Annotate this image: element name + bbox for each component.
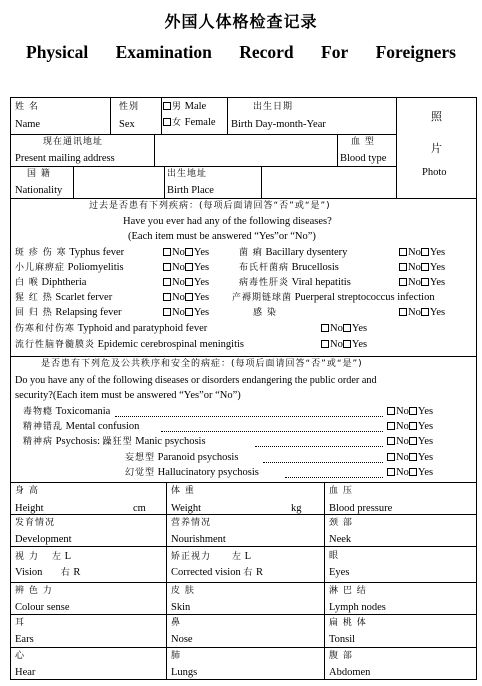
yes-checkbox[interactable] <box>421 308 429 316</box>
yes-no-answer[interactable] <box>163 261 209 274</box>
birth-place-label: Birth Place <box>167 185 214 196</box>
yes-no-answer[interactable] <box>387 405 433 418</box>
skin-label: Skin <box>171 602 191 613</box>
male-label: Male <box>184 101 207 112</box>
disease-instruction: (Each item must be answered “Yes”or “No”) <box>128 231 316 242</box>
ears-label: Ears <box>15 634 34 645</box>
disorder-item-psychosis <box>23 435 206 449</box>
tonsil-label-cn: 扁 桃 体 <box>329 618 367 628</box>
rule <box>11 614 477 615</box>
right-eye-label-cn: 右 <box>60 568 71 578</box>
neck-label: Neek <box>329 534 352 545</box>
disease-item-scarlet <box>15 291 112 305</box>
rule <box>227 98 228 135</box>
neck-label-cn: 颈 部 <box>329 518 353 528</box>
yes-checkbox[interactable] <box>409 407 417 415</box>
no-checkbox[interactable] <box>399 308 407 316</box>
disease-label-cn: 菌 痢 <box>239 248 263 258</box>
disease-label: Typhoid and paratyphoid fever <box>77 323 208 334</box>
no-label: No <box>396 452 409 463</box>
disorder-label: Mental confusion <box>65 421 140 432</box>
yes-checkbox[interactable] <box>421 248 429 256</box>
disease-label: Bacillary dysentery <box>265 247 348 258</box>
title-word: Record <box>239 42 294 62</box>
no-label: No <box>330 339 343 350</box>
disease-item-polio <box>15 261 124 275</box>
nationality-label: Nationality <box>15 185 63 196</box>
no-checkbox[interactable] <box>163 293 171 301</box>
no-checkbox[interactable] <box>387 407 395 415</box>
yes-label: Yes <box>351 323 368 334</box>
female-checkbox[interactable] <box>163 118 171 126</box>
yes-label: Yes <box>417 436 434 447</box>
birth-place-label-cn: 出生地址 <box>167 169 208 179</box>
development-label: Development <box>15 534 72 545</box>
yes-no-answer[interactable] <box>387 451 433 464</box>
nourishment-label-cn: 营养情况 <box>171 518 212 528</box>
yes-label: Yes <box>429 277 446 288</box>
no-checkbox[interactable] <box>399 278 407 286</box>
abdomen-label: Abdomen <box>329 667 371 678</box>
eyes-label: Eyes <box>329 567 350 578</box>
weight-label: Weight <box>171 503 202 514</box>
disease-label: Diphtheria <box>41 277 87 288</box>
yes-checkbox[interactable] <box>409 437 417 445</box>
rule <box>11 166 396 167</box>
yes-no-answer[interactable] <box>399 246 445 259</box>
rule <box>11 356 477 357</box>
disease-label: Poliomyelitis <box>67 262 124 273</box>
yes-no-answer[interactable] <box>163 276 209 289</box>
yes-label: Yes <box>351 339 368 350</box>
birth-date-label: Birth Day-month-Year <box>231 119 326 130</box>
disease-label: Brucellosis <box>291 262 339 273</box>
male-checkbox[interactable] <box>163 102 171 110</box>
no-checkbox[interactable] <box>399 248 407 256</box>
no-label: No <box>396 436 409 447</box>
disease-item-brucellosis <box>239 261 339 275</box>
no-checkbox[interactable] <box>387 453 395 461</box>
yes-no-answer[interactable] <box>321 338 367 351</box>
no-label: No <box>408 262 421 273</box>
vision-label: Vision <box>15 567 43 578</box>
no-label: No <box>408 247 421 258</box>
blood-type-label-cn: 血 型 <box>351 137 375 147</box>
disorder-label-cn: 精神病 <box>23 437 54 447</box>
disorder-item-toxicomania <box>23 405 110 419</box>
yes-checkbox[interactable] <box>409 468 417 476</box>
yes-no-answer[interactable] <box>387 435 433 448</box>
disorder-label: Manic psychosis <box>135 436 206 447</box>
public-order-instruction: security?(Each item must be answered “Yes”or “No”) <box>15 390 241 401</box>
disease-label-cn: 白 喉 <box>15 278 39 288</box>
no-checkbox[interactable] <box>387 468 395 476</box>
corrected-vision-label-cn: 矫正视力 <box>171 552 212 562</box>
rule <box>164 166 165 199</box>
rule <box>11 647 477 648</box>
disease-item-infection <box>253 306 277 320</box>
disease-item-diphtheria <box>15 276 86 290</box>
no-label: No <box>396 421 409 432</box>
yes-checkbox[interactable] <box>421 278 429 286</box>
disease-label: Scarlet ferver <box>55 292 113 303</box>
no-checkbox[interactable] <box>399 263 407 271</box>
disease-label-cn: 小儿麻痹症 <box>15 263 66 273</box>
yes-checkbox[interactable] <box>421 263 429 271</box>
dotted-leader <box>285 477 383 478</box>
development-label-cn: 发育情况 <box>15 518 56 528</box>
no-label: No <box>172 247 185 258</box>
disorder-label-cn: 妄想型 <box>125 453 156 463</box>
rule <box>73 166 74 199</box>
lungs-label: Lungs <box>171 667 198 678</box>
birth-date-label-cn: 出生日期 <box>253 102 294 112</box>
right-eye-label: R <box>255 567 263 578</box>
title-word: Physical <box>26 42 89 62</box>
no-label: No <box>172 262 185 273</box>
disease-label-cn: 病毒性肝炎 <box>239 278 290 288</box>
no-checkbox[interactable] <box>321 340 329 348</box>
disorder-label-cn: 毒物瘾 <box>23 407 54 417</box>
disease-label-cn: 回 归 热 <box>15 308 53 318</box>
yes-label: Yes <box>193 262 210 273</box>
yes-label: Yes <box>193 247 210 258</box>
disorder-label-cn: 精神错乱 <box>23 422 64 432</box>
rule <box>11 198 477 199</box>
disease-item-hepatitis <box>239 276 351 290</box>
height-unit: cm <box>133 503 146 514</box>
disease-item-dysentery <box>239 246 347 260</box>
yes-label: Yes <box>429 262 446 273</box>
no-checkbox[interactable] <box>163 263 171 271</box>
yes-label: Yes <box>429 247 446 258</box>
eyes-label-cn: 眼 <box>329 551 340 561</box>
left-eye-label: L <box>64 551 72 562</box>
yes-no-answer[interactable] <box>387 466 433 479</box>
disease-label: Viral hepatitis <box>291 277 351 288</box>
no-label: No <box>172 307 185 318</box>
no-label: No <box>408 277 421 288</box>
rule <box>11 134 396 135</box>
disorder-label-cn: 躁狂型 <box>102 437 133 447</box>
public-order-intro-cn: 是否患有下列危及公共秩序和安全的病症：(每项后面请回答“否”或“是”) <box>41 359 363 369</box>
yes-no-answer[interactable] <box>321 322 367 335</box>
disease-label-cn: 感 染 <box>253 308 277 318</box>
rule <box>110 98 111 135</box>
corrected-label-row <box>171 566 263 580</box>
lungs-label-cn: 肺 <box>171 651 182 661</box>
yes-no-answer[interactable] <box>163 306 209 319</box>
abdomen-label-cn: 腹 部 <box>329 651 353 661</box>
skin-label-cn: 皮 肤 <box>171 586 195 596</box>
public-order-intro: Do you have any of the following diseases or disorders endangering the public order and <box>15 375 377 386</box>
female-label: Female <box>184 117 216 128</box>
no-label: No <box>396 467 409 478</box>
title-word: For <box>321 42 349 62</box>
no-checkbox[interactable] <box>387 422 395 430</box>
rule <box>337 134 338 167</box>
nationality-label-cn: 国 籍 <box>27 169 51 179</box>
colour-sense-label-cn: 辨 色 力 <box>15 586 53 596</box>
left-eye-label: L <box>244 551 252 562</box>
rule <box>11 546 477 547</box>
disease-label-cn: 流行性脑脊髓膜炎 <box>15 340 96 350</box>
name-label-cn: 姓 名 <box>15 102 39 112</box>
heart-label-cn: 心 <box>15 651 26 661</box>
no-label: No <box>408 307 421 318</box>
title-word: Examination <box>115 42 212 62</box>
rule <box>11 482 477 483</box>
dotted-leader <box>263 462 383 463</box>
yes-no-answer[interactable] <box>399 306 445 319</box>
yes-label: Yes <box>429 307 446 318</box>
weight-unit: kg <box>291 503 302 514</box>
height-label: Height <box>15 503 44 514</box>
yes-checkbox[interactable] <box>185 248 193 256</box>
male-label-cn: 男 <box>172 102 183 112</box>
yes-checkbox[interactable] <box>185 263 193 271</box>
exam-form <box>10 97 477 680</box>
disorder-item-hallucinatory <box>125 466 259 480</box>
sex-label-cn: 性别 <box>119 102 140 112</box>
address-label-cn: 现在通讯地址 <box>43 137 104 147</box>
blood-pressure-label-cn: 血 压 <box>329 486 353 496</box>
female-label-cn: 女 <box>172 118 183 128</box>
disorder-item-paranoid <box>125 451 238 465</box>
yes-checkbox[interactable] <box>343 324 351 332</box>
yes-label: Yes <box>193 277 210 288</box>
rule <box>11 582 477 583</box>
rule <box>166 482 167 680</box>
form-title-en <box>26 42 456 63</box>
disease-item-typhoid <box>15 322 207 336</box>
disease-label: Typhus fever <box>69 247 125 258</box>
disorder-label: Hallucinatory psychosis <box>157 467 259 478</box>
yes-no-answer[interactable] <box>399 276 445 289</box>
dotted-leader <box>161 431 383 432</box>
lymph-nodes-label: Lymph nodes <box>329 602 386 613</box>
disease-label: Relapsing fever <box>55 307 122 318</box>
photo-label-cn: 片 <box>431 142 443 155</box>
address-label: Present mailing address <box>15 153 115 164</box>
corrected-label-row-cn <box>171 550 251 564</box>
no-checkbox[interactable] <box>163 248 171 256</box>
disorder-label: Toxicomania <box>55 406 111 417</box>
weight-label-cn: 体 重 <box>171 486 195 496</box>
tonsil-label: Tonsil <box>329 634 356 645</box>
no-checkbox[interactable] <box>163 278 171 286</box>
dotted-leader <box>255 446 383 447</box>
yes-label: Yes <box>417 421 434 432</box>
rule <box>261 166 262 199</box>
photo-label-cn: 照 <box>431 110 443 123</box>
right-eye-label: R <box>73 567 81 578</box>
no-checkbox[interactable] <box>163 308 171 316</box>
rule <box>154 134 155 167</box>
photo-label: Photo <box>422 167 447 178</box>
yes-checkbox[interactable] <box>185 278 193 286</box>
disease-intro-cn: 过去是否患有下列疾病：(每项后面请回答“否”或“是”) <box>89 201 331 211</box>
blood-type-label: Blood type <box>340 153 387 164</box>
yes-label: Yes <box>417 406 434 417</box>
nourishment-label: Nourishment <box>171 534 226 545</box>
no-label: No <box>396 406 409 417</box>
lymph-nodes-label-cn: 淋 巴 结 <box>329 586 367 596</box>
no-label: No <box>172 277 185 288</box>
yes-checkbox[interactable] <box>185 308 193 316</box>
rule <box>396 98 397 199</box>
nose-label-cn: 鼻 <box>171 618 182 628</box>
no-checkbox[interactable] <box>321 324 329 332</box>
height-label-cn: 身 高 <box>15 486 39 496</box>
yes-no-answer[interactable] <box>163 246 209 259</box>
disease-label-cn: 斑 疹 伤 寒 <box>15 248 67 258</box>
vision-label-cn: 视 力 <box>15 552 39 562</box>
no-checkbox[interactable] <box>387 437 395 445</box>
disease-label: Puerperal streptococcus infection <box>294 292 435 303</box>
left-eye-label-cn: 左 <box>52 552 63 562</box>
disorder-label: Paranoid psychosis <box>157 452 239 463</box>
no-label: No <box>172 292 185 303</box>
corrected-vision-label: Corrected vision <box>171 567 241 578</box>
right-eye-label-cn: 右 <box>243 568 254 578</box>
left-eye-label-cn: 左 <box>232 552 243 562</box>
disease-intro: Have you ever had any of the following diseases? <box>123 216 332 227</box>
vision-label-row <box>15 566 80 580</box>
yes-checkbox[interactable] <box>343 340 351 348</box>
rule <box>11 514 477 515</box>
yes-checkbox[interactable] <box>409 453 417 461</box>
yes-checkbox[interactable] <box>409 422 417 430</box>
disease-label-cn: 布氏杆菌病 <box>239 263 290 273</box>
female-option[interactable] <box>163 116 216 130</box>
disease-label-cn: 产褥期链球菌 <box>232 293 293 303</box>
disease-item-puerperal <box>232 291 435 305</box>
no-label: No <box>330 323 343 334</box>
disease-label: Epidemic cerebrospinal meningitis <box>97 339 245 350</box>
male-option[interactable] <box>163 100 206 114</box>
yes-label: Yes <box>417 467 434 478</box>
disorder-label-cn: 幻觉型 <box>125 468 156 478</box>
yes-no-answer[interactable] <box>399 261 445 274</box>
blood-pressure-label: Blood pressure <box>329 503 393 514</box>
sex-label: Sex <box>119 119 135 130</box>
disease-label-cn: 伤寒和付伤寒 <box>15 324 76 334</box>
dotted-leader <box>115 416 383 417</box>
rule <box>161 98 162 135</box>
rule <box>324 482 325 680</box>
disease-item-typhus <box>15 246 124 260</box>
name-label: Name <box>15 119 41 130</box>
disease-label-cn: 猩 红 热 <box>15 293 53 303</box>
colour-sense-label: Colour sense <box>15 602 70 613</box>
disease-item-meningitis <box>15 338 244 352</box>
heart-label: Hear <box>15 667 36 678</box>
disease-item-relapsing <box>15 306 122 320</box>
yes-no-answer[interactable] <box>387 420 433 433</box>
form-title-cn: 外国人体格检查记录 <box>164 14 318 31</box>
title-word: Foreigners <box>375 42 456 62</box>
vision-label-row-cn <box>15 550 71 564</box>
disorder-label: Psychosis: <box>55 436 100 447</box>
nose-label: Nose <box>171 634 193 645</box>
disorder-item-mental <box>23 420 139 434</box>
yes-no-answer[interactable] <box>163 291 209 304</box>
ears-label-cn: 耳 <box>15 618 26 628</box>
yes-label: Yes <box>417 452 434 463</box>
yes-label: Yes <box>193 307 210 318</box>
yes-checkbox[interactable] <box>185 293 193 301</box>
yes-label: Yes <box>193 292 210 303</box>
